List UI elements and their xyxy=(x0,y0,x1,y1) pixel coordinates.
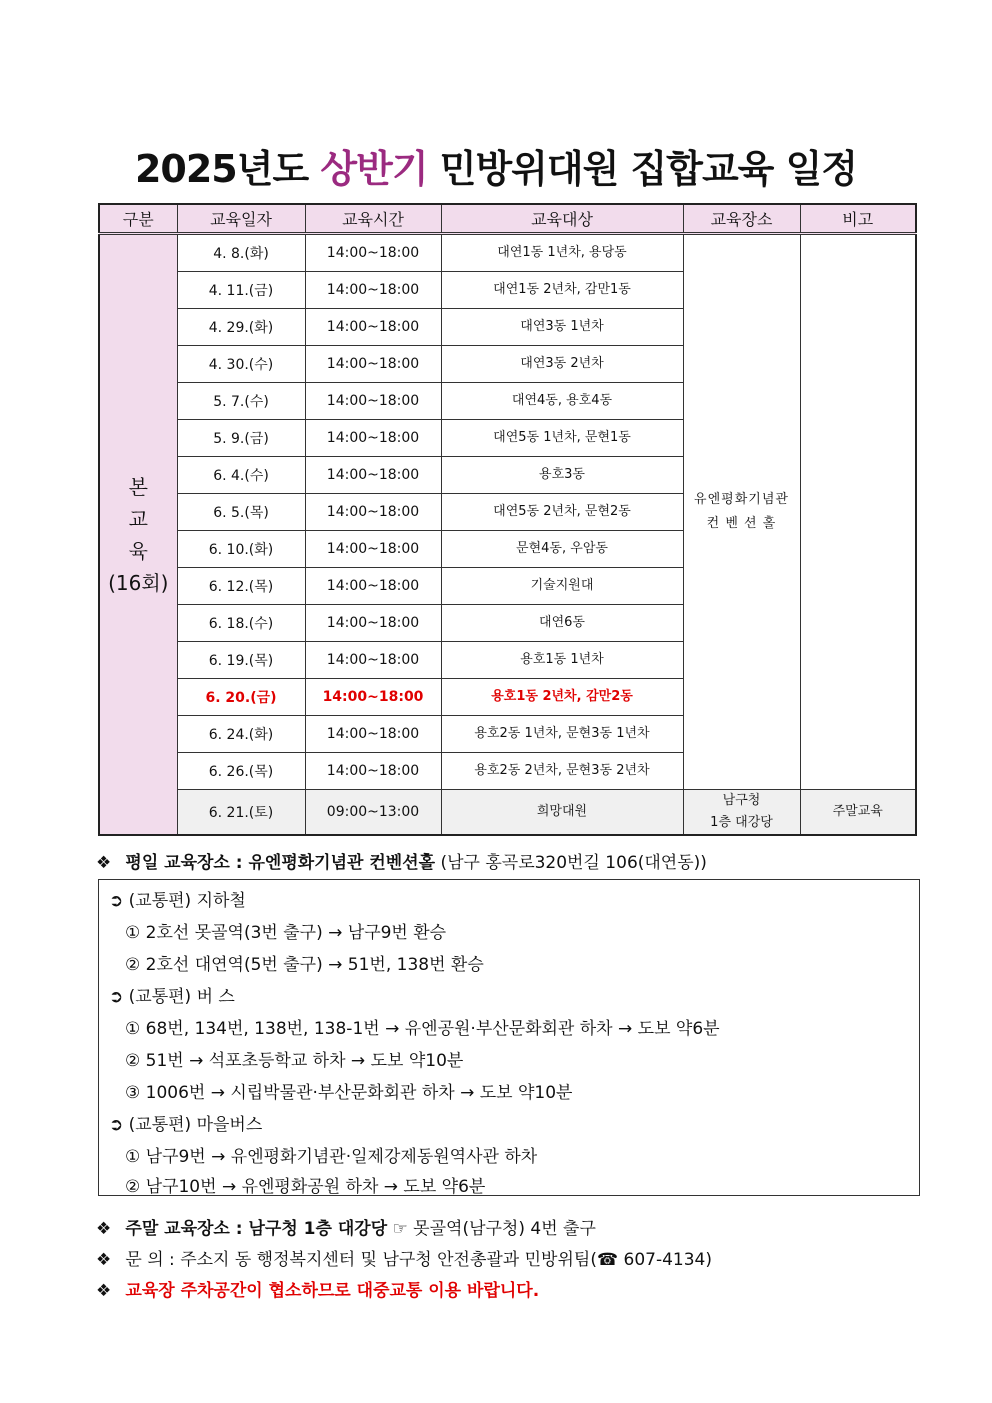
weekend-venue-line1: 남구청 xyxy=(722,793,761,808)
row-time: 14:00~18:00 xyxy=(305,568,441,605)
parking-notice: 교육장 주차공간이 협소하므로 대중교통 이용 바랍니다. xyxy=(125,1281,540,1301)
row-date: 6. 20.(금) xyxy=(177,679,305,716)
row-date: 6. 24.(화) xyxy=(177,716,305,753)
row-target: 대연3동 2년차 xyxy=(441,346,683,383)
weekend-venue-line xyxy=(96,1214,596,1239)
row-time: 14:00~18:00 xyxy=(305,605,441,642)
note-empty-cell xyxy=(800,234,916,790)
bus-item-3: ③ 1006번 → 시립박물관·부산문화회관 하차 → 도보 약10분 xyxy=(125,1083,573,1103)
row-date: 4. 11.(금) xyxy=(177,272,305,309)
row-target: 문현4동, 우암동 xyxy=(441,531,683,568)
weekend-target: 희망대원 xyxy=(441,790,683,836)
row-date: 4. 29.(화) xyxy=(177,309,305,346)
row-target: 대연5동 2년차, 문현2동 xyxy=(441,494,683,531)
row-target: 용호2동 2년차, 문현3동 2년차 xyxy=(441,753,683,790)
inquiry-line xyxy=(96,1245,712,1270)
header-target: 교육대상 xyxy=(441,204,683,234)
row-target: 대연5동 1년차, 문현1동 xyxy=(441,420,683,457)
weekend-venue-label: 주말 교육장소 : 남구청 1층 대강당 xyxy=(125,1219,388,1239)
page-title xyxy=(0,138,992,193)
row-time: 14:00~18:00 xyxy=(305,679,441,716)
bus-heading: ➲ (교통편) 버 스 xyxy=(109,987,235,1007)
row-target: 용호1동 1년차 xyxy=(441,642,683,679)
row-date: 4. 30.(수) xyxy=(177,346,305,383)
bullet-icon: ❖ xyxy=(96,853,112,873)
row-time: 14:00~18:00 xyxy=(305,420,441,457)
transport-box xyxy=(98,879,920,1196)
row-time: 14:00~18:00 xyxy=(305,346,441,383)
row-date: 6. 18.(수) xyxy=(177,605,305,642)
row-time: 14:00~18:00 xyxy=(305,642,441,679)
bus-item-1: ① 68번, 134번, 138번, 138-1번 → 유엔공원·부산문화회관 하차 → 도보 약6분 xyxy=(125,1019,720,1039)
venue-main-line2: 컨 벤 션 홀 xyxy=(706,516,777,531)
row-date: 6. 4.(수) xyxy=(177,457,305,494)
row-date: 4. 8.(화) xyxy=(177,234,305,272)
weekend-venue-line2: 1층 대강당 xyxy=(710,815,773,830)
header-time: 교육시간 xyxy=(305,204,441,234)
header-date: 교육일자 xyxy=(177,204,305,234)
row-date: 6. 5.(목) xyxy=(177,494,305,531)
village-bus-item-2: ② 남구10번 → 유엔평화공원 하차 → 도보 약6분 xyxy=(125,1177,486,1197)
row-time: 14:00~18:00 xyxy=(305,716,441,753)
table-row-weekend xyxy=(99,790,916,836)
row-time: 14:00~18:00 xyxy=(305,531,441,568)
table-row xyxy=(99,234,916,272)
row-date: 6. 12.(목) xyxy=(177,568,305,605)
row-target: 용호2동 1년차, 문현3동 1년차 xyxy=(441,716,683,753)
row-target: 용호1동 2년차, 감만2동 xyxy=(441,679,683,716)
village-bus-heading: ➲ (교통편) 마을버스 xyxy=(109,1115,263,1135)
category-char-3: 육 xyxy=(128,538,148,563)
row-date: 5. 7.(수) xyxy=(177,383,305,420)
header-category: 구분 xyxy=(99,204,177,234)
row-date: 5. 9.(금) xyxy=(177,420,305,457)
row-target: 대연1동 1년차, 용당동 xyxy=(441,234,683,272)
venue-main-cell xyxy=(683,234,800,790)
row-time: 14:00~18:00 xyxy=(305,457,441,494)
category-cell xyxy=(99,234,177,836)
bullet-icon: ❖ xyxy=(96,1250,112,1270)
row-target: 대연6동 xyxy=(441,605,683,642)
row-time: 14:00~18:00 xyxy=(305,234,441,272)
weekday-venue-label: 평일 교육장소 : 유엔평화기념관 컨벤션홀 xyxy=(125,853,436,873)
row-time: 14:00~18:00 xyxy=(305,309,441,346)
row-target: 대연4동, 용호4동 xyxy=(441,383,683,420)
row-time: 14:00~18:00 xyxy=(305,753,441,790)
row-time: 14:00~18:00 xyxy=(305,383,441,420)
weekday-venue-line xyxy=(96,848,707,873)
category-count: (16회) xyxy=(108,570,169,595)
subway-heading: ➲ (교통편) 지하철 xyxy=(109,891,246,911)
weekday-venue-address: (남구 홍곡로320번길 106(대연동)) xyxy=(440,853,707,873)
schedule-table xyxy=(98,203,917,836)
row-target: 대연3동 1년차 xyxy=(441,309,683,346)
header-venue: 교육장소 xyxy=(683,204,800,234)
bullet-icon: ❖ xyxy=(96,1219,112,1239)
subway-item-2: ② 2호선 대연역(5번 출구) → 51번, 138번 환승 xyxy=(125,955,484,975)
bus-item-2: ② 51번 → 석포초등학교 하차 → 도보 약10분 xyxy=(125,1051,464,1071)
village-bus-item-1: ① 남구9번 → 유엔평화기념관·일제강제동원역사관 하차 xyxy=(125,1147,538,1167)
row-date: 6. 10.(화) xyxy=(177,531,305,568)
category-char-2: 교 xyxy=(128,506,148,531)
row-date: 6. 26.(목) xyxy=(177,753,305,790)
category-char-1: 본 xyxy=(128,474,148,499)
table-header-row xyxy=(99,204,916,234)
row-time: 14:00~18:00 xyxy=(305,494,441,531)
bullet-icon: ❖ xyxy=(96,1281,112,1301)
title-half: 상반기 xyxy=(320,147,428,191)
subway-item-1: ① 2호선 못골역(3번 출구) → 남구9번 환승 xyxy=(125,923,447,943)
title-rest: 민방위대원 집합교육 일정 xyxy=(439,147,858,191)
venue-main-line1: 유엔평화기념관 xyxy=(694,492,789,507)
weekend-time: 09:00~13:00 xyxy=(305,790,441,836)
weekend-note: 주말교육 xyxy=(800,790,916,836)
parking-line xyxy=(96,1276,539,1301)
row-target: 대연1동 2년차, 감만1동 xyxy=(441,272,683,309)
weekend-venue-extra: ☞ 못골역(남구청) 4번 출구 xyxy=(392,1219,596,1239)
row-time: 14:00~18:00 xyxy=(305,272,441,309)
header-note: 비고 xyxy=(800,204,916,234)
row-target: 기술지원대 xyxy=(441,568,683,605)
weekend-venue xyxy=(683,790,800,836)
weekend-date: 6. 21.(토) xyxy=(177,790,305,836)
inquiry-text: 문 의 : 주소지 동 행정복지센터 및 남구청 안전총괄과 민방위팀(☎ 607-4134) xyxy=(125,1250,713,1270)
title-year: 2025년도 xyxy=(134,147,309,191)
row-target: 용호3동 xyxy=(441,457,683,494)
row-date: 6. 19.(목) xyxy=(177,642,305,679)
